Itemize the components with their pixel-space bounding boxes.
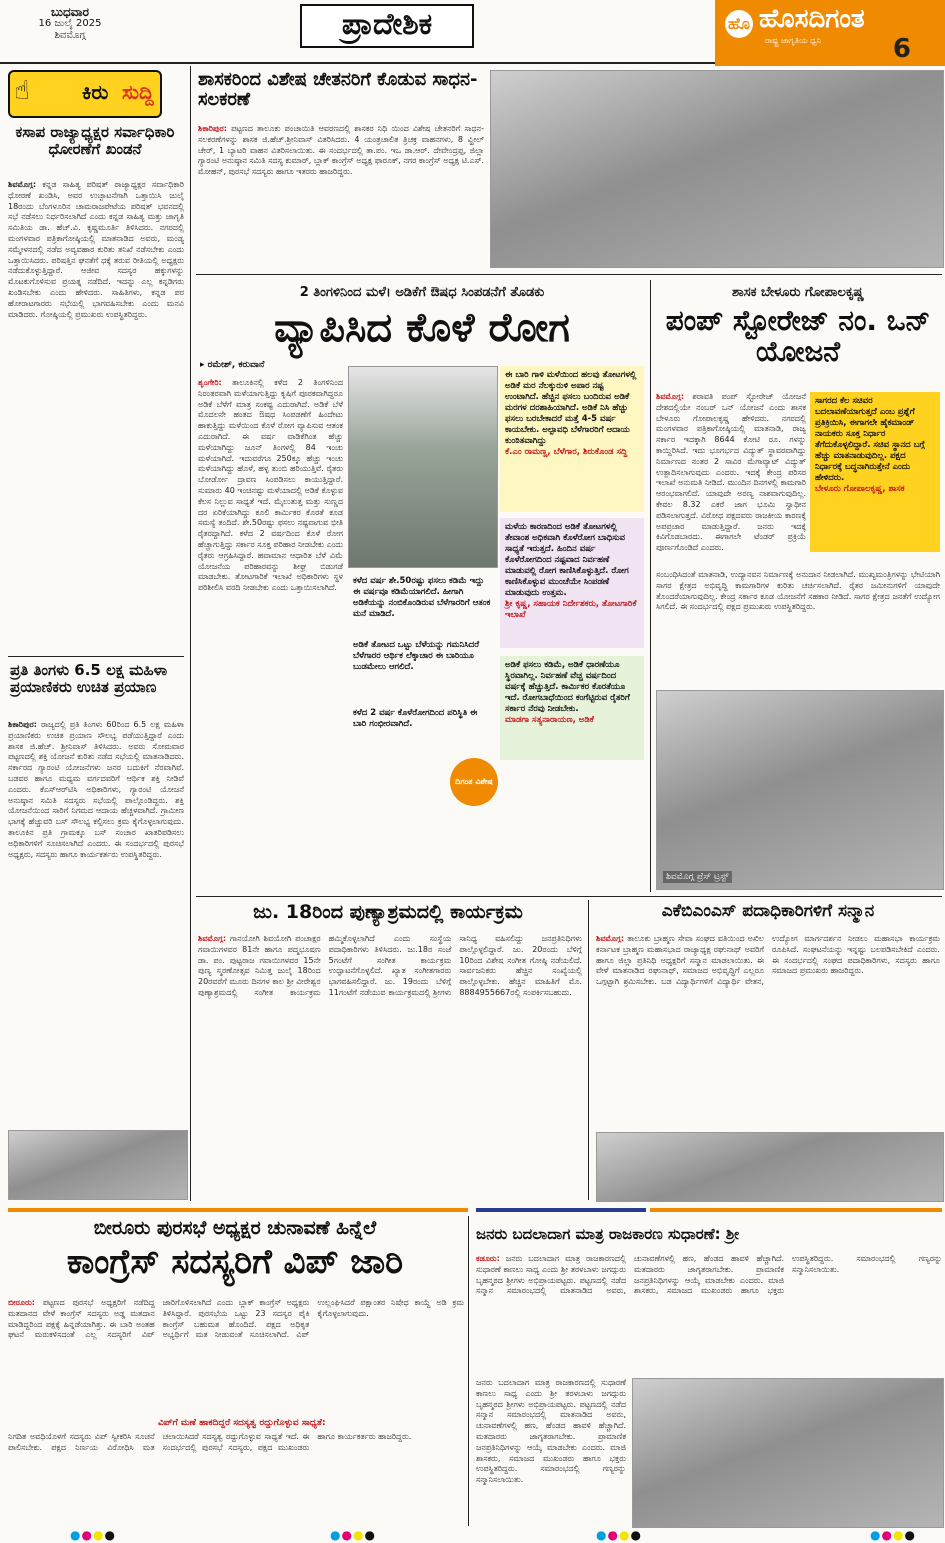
pump-text: ಶರಾವತಿ ಪಂಪ್ ಸ್ಟೋರೇಜ್ ಯೋಜನೆ ದೇಶದಲ್ಲಿಯೇ ನಂಬರ್ ಒನ್ ಯೋಜನೆ ಎಂದು ಶಾಸಕ ಬೇಳೂರು ಗೋಪಾಲಕೃಷ್ಣ ಹೇಳಿದರು. ನಗರದಲ್ಲಿ ಮಂಗಳವಾರ ಪತ್ರಿಕಾಗೋಷ್ಠಿಯಲ್ಲಿ ಮಾತನಾಡಿ, ರಾಜ್ಯ ಸರ್ಕಾರ ಇದಕ್ಕಾಗಿ 8644 ಕೋಟಿ ರೂ. ಗಳನ್ನು ಕಾಯ್ದಿರಿಸಿದೆ. ಇದು ಭೂಗರ್ಭದ ವಿದ್ಯುತ್ ಸ್ಥಾವರವಾಗಿದ್ದು ನಿರ್ಮಾಣದ ನಂತರ 2 ಸಾವಿರ ಮೆಗಾವ್ಯಾಟ್ ವಿದ್ಯುತ್ ಉತ್ಪಾದಿಸಲಾಗುವುದು ಎಂದರು. ಇದಕ್ಕೆ ಕೇಂದ್ರ ಪರಿಸರ ಇಲಾಖೆ ಅನುಮತಿ ನೀಡಿದೆ. ಮುಂದಿನ ದಿನಗಳಲ್ಲಿ ಕಾಮಗಾರಿ ಆರಂಭವಾಗಲಿದೆ. ಯಾವುದೇ ಅರಣ್ಯ ನಾಶವಾಗುವುದಿಲ್ಲ. ಕೇವಲ 8.32 ಎಕರೆ ಜಾಗ ಭೂಮಿ ಸ್ವಾಧೀನ ಪಡಿಸಲಾಗುತ್ತದೆ. ವಿರೋಧ ಪಕ್ಷದವರು ರಾಜಕೀಯ ಕಾರಣಕ್ಕೆ ಅಪಪ್ರಚಾರ ಮಾಡುತ್ತಿದ್ದಾರೆ. ಜನರು ಇದಕ್ಕೆ ಕಿವಿಗೊಡಬಾರದು. ಈಗಾಗಲೇ ಟೆಂಡರ್ ಪ್ರಕ್ರಿಯೆ ಪೂರ್ಣಗೊಂಡಿದೆ ಎಂದರು. (656, 392, 806, 553)
pump-headline: ಪಂಪ್ ಸ್ಟೋರೇಜ್ ನಂ. ಒನ್ ಯೋಜನೆ (665, 304, 931, 368)
ashram-text: ಗಾನಯೋಗಿ ಶಿವಯೋಗಿ ಪಂಚಾಕ್ಷರ ಗವಾಯಿಗಳವರ 81ನೇ ಹಾಗೂ ಪದ್ಮಭೂಷಣ ಡಾ. ಪಂ. ಪುಟ್ಟರಾಜ ಗವಾಯಿಗಳವರ 15ನೇ ಪುಣ್ಯ ಸ್ಮರಣೋತ್ಸವ ನಿಮಿತ್ತ ಜುಲೈ 18ರಿಂದ 20ರವರೆಗೆ ಮೂರು ದಿನಗಳ ಕಾಲ ಶ್ರೀ ವೀರೇಶ್ವರ ಪುಣ್ಯಾಶ್ರಮದಲ್ಲಿ ಸಂಗೀತ ಕಾರ್ಯಕ್ರಮ ಹಮ್ಮಿಕೊಳ್ಳಲಾಗಿದೆ ಎಂದು ಸಂಸ್ಥೆಯ ಪದಾಧಿಕಾರಿಗಳು ತಿಳಿಸಿದರು. ಜು.18ರ ಸಂಜೆ 5ಗಂಟೆಗೆ ಸಂಗೀತ ಕಾರ್ಯಕ್ರಮ ಉದ್ಘಾಟನೆಗೊಳ್ಳಲಿದೆ. ಖ್ಯಾತ ಸಂಗೀತಗಾರರು ಭಾಗವಹಿಸಲಿದ್ದಾರೆ. ಜು. 19ರಂದು ಬೆಳಿಗ್ಗೆ 11ಗಂಟೆಗೆ ನಡೆಯುವ ಕಾರ್ಯಕ್ರಮದಲ್ಲಿ ಶ್ರೀಗಳು ಸಾನಿಧ್ಯ ವಹಿಸಲಿದ್ದು ಜನಪ್ರತಿನಿಧಿಗಳು ಪಾಲ್ಗೊಳ್ಳಲಿದ್ದಾರೆ. ಜು. 20ರಂದು ಬೆಳಿಗ್ಗೆ 10ರಿಂದ ವಿಶೇಷ ಸಂಗೀತ ಗೋಷ್ಠಿ ನಡೆಯಲಿದೆ. ಸಾರ್ವಜನಿಕರು ಹೆಚ್ಚಿನ ಸಂಖ್ಯೆಯಲ್ಲಿ ಪಾಲ್ಗೊಳ್ಳಬೇಕು. ಹೆಚ್ಚಿನ ಮಾಹಿತಿಗೆ ಮೊ. 8884955667ರಲ್ಲಿ ಸಂಪರ್ಕಿಸಬಹುದು. (198, 934, 582, 997)
ashram-vrule (588, 900, 589, 1200)
disease-callout-1-signature: ಕೆ.ಎಂ ರಾಮಣ್ಣ, ಬೆಳೆಗಾರ, ಶಿರುಕೊಂಡ ಸದ್ದಿ (505, 447, 628, 457)
akbms-headline: ಎಕೆಬಿಎಂಎಸ್ ಪದಾಧಿಕಾರಿಗಳಿಗೆ ಸನ್ಮಾನ (661, 901, 875, 921)
pump-box-text: ಸಾಗರದ ಕೆಲ ಸಚಿವರ ಬದಲಾವಣೆಯಾಗುತ್ತದೆ ಎಂಬ ಪ್ರಶ್ನೆಗೆ ಪ್ರತಿಕ್ರಿಯಿಸಿ, ಈಗಾಗಲೇ ಹೈಕಮಾಂಡ್ ನಾಯಕರು ಸೂಕ್ತ ನಿರ್ಧಾರ ತೆಗೆದುಕೊಳ್ಳಲಿದ್ದಾರೆ. ಸಚಿವ ಸ್ಥಾನದ ಬಗ್ಗೆ ಹೆಚ್ಚು ಮಾತನಾಡುವುದಿಲ್ಲ. ಪಕ್ಷದ ನಿರ್ಧಾರಕ್ಕೆ ಬದ್ಧನಾಗಿರುತ್ತೇನೆ ಎಂದು ಹೇಳಿದರು. (815, 396, 925, 483)
top-story-divider (196, 274, 942, 275)
col1-story2-headline: ಪ್ರತಿ ತಿಂಗಳು 6.5 ಲಕ್ಷ ಮಹಿಳಾ ಪ್ರಯಾಣಿಕರು ಉಚಿತ ಪ್ರಯಾಣ (10, 661, 168, 696)
disease-dateline: ಶೃಂಗೇರಿ: (198, 378, 222, 387)
pump-body-2: ಸಂಬಂಧಿಸಿದಂತೆ ಮಾತನಾಡಿ, ಉದ್ಯಾನವನ ನಿರ್ಮಾಣಕ್ಕೆ ಅನುದಾನ ನೀಡಲಾಗಿದೆ. ಮುಖ್ಯಮಂತ್ರಿಗಳನ್ನು ಭೇಟಿಯಾಗಿ ಸಾಗರ ಕ್ಷೇತ್ರದ ಅಭಿವೃದ್ಧಿ ಕಾಮಗಾರಿಗಳ ಕುರಿತು ಚರ್ಚಿಸಲಾಗಿದೆ. ರೈತರ ಜಮೀನುಗಳಿಗೆ ಯಾವುದೇ ತೊಂದರೆಯಾಗುವುದಿಲ್ಲ. ಕೇಂದ್ರ ಸರ್ಕಾರ ಕೂಡ ಯೋಜನೆಗೆ ಸಹಕಾರ ನೀಡಿದೆ. ಸಾಗರ ಕ್ಷೇತ್ರದ ಜನತೆಗೆ ಉದ್ಯೋಗ ಸಿಗಲಿದೆ. ಈ ಸಂದರ್ಭದಲ್ಲಿ ಪಕ್ಷದ ಪ್ರಮುಖರು ಉಪಸ್ಥಿತರಿದ್ದರು. (656, 570, 940, 612)
col1-divider (8, 656, 184, 657)
whip-kicker: ಬೀರೂರು ಪುರಸಭೆ ಅಧ್ಯಕ್ಷರ ಚುನಾವಣೆ ಹಿನ್ನೆಲೆ (93, 1217, 377, 1239)
brand-tagline: ರಾಷ್ಟ್ರ ಜಾಗೃತಿಯ ಧ್ವನಿ (765, 36, 822, 45)
disease-photo (348, 366, 498, 568)
brand-name: ಹೊಸದಿಗಂತ (759, 4, 865, 34)
pump-box (810, 392, 940, 552)
whip-subhead: ವಿಪ್‌ಗೆ ಮಣೆ ಹಾಕದಿದ್ದರೆ ಸದಸ್ಯತ್ವ ರದ್ದುಗೊಳ್ಳುವ ಸಾಧ್ಯತೆ: (158, 1418, 326, 1428)
section-title: ಪ್ರಾದೇಶಿಕ (300, 4, 474, 48)
masthead-date: 16 ಜುಲೈ 2025 (38, 18, 102, 29)
registration-dots-1: ●●●● (70, 1528, 116, 1542)
whip-text: ಪಟ್ಟಣದ ಪುರಸಭೆ ಅಧ್ಯಕ್ಷರಿಗೆ ನಡೆದಿದ್ದ ಮತದಾನದ ವೇಳೆ ಕಾಂಗ್ರೆಸ್ ಸದಸ್ಯರು ಅಡ್ಡ ಮತದಾನ ಮಾಡಿದ್ದರಿಂದ ಪಕ್ಷಕ್ಕೆ ಹಿನ್ನಡೆಯಾಗಿತ್ತು. ಈ ಬಾರಿ ಅಂತಹ ಘಟನೆ ಮರುಕಳಿಸದಂತೆ ಎಲ್ಲ ಸದಸ್ಯರಿಗೆ ವಿಪ್ ಜಾರಿಗೊಳಿಸಲಾಗಿದೆ ಎಂದು ಬ್ಲಾಕ್ ಕಾಂಗ್ರೆಸ್ ಅಧ್ಯಕ್ಷರು ತಿಳಿಸಿದ್ದಾರೆ. ಪುರಸಭೆಯ ಒಟ್ಟು 23 ಸದಸ್ಯರ ಪೈಕಿ ಕಾಂಗ್ರೆಸ್ ಬಹುಮತ ಹೊಂದಿದೆ. ಪಕ್ಷದ ಅಧಿಕೃತ ಅಭ್ಯರ್ಥಿಗೆ ಮತ ನೀಡುವಂತೆ ಸೂಚಿಸಲಾಗಿದೆ. ವಿಪ್ ಉಲ್ಲಂಘಿಸಿದರೆ ಪಕ್ಷಾಂತರ ನಿಷೇಧ ಕಾಯ್ದೆ ಅಡಿ ಕ್ರಮ ಕೈಗೊಳ್ಳಲಾಗುವುದು. (8, 1298, 464, 1340)
whip-body (8, 1298, 464, 1413)
pump-body (656, 392, 806, 567)
col1-vrule (190, 66, 191, 1201)
ashram-body (198, 934, 582, 1199)
change-body (476, 1254, 942, 1374)
bottom-vrule (468, 1216, 469, 1526)
col1-story1-headline: ಕಸಾಪ ರಾಜ್ಯಾಧ್ಯಕ್ಷರ ಸರ್ವಾಧಿಕಾರಿ ಧೋರಣೆಗೆ ಖಂಡನೆ (15, 123, 175, 158)
disease-byline-text: ರಮೇಶ್, ಕರುವಾನೆ (207, 360, 265, 370)
col1-story3-text: ಕೆಎಸ್ಆರ್‌ಟಿಸಿ ಅಧಿಕಾರಿಗಳು, ಗ್ಯಾರಂಟಿ ಯೋಜನೆ ಅನುಷ್ಠಾನ ಸಮಿತಿ ಸದಸ್ಯರು ಸಭೆಯಲ್ಲಿ ಪಾಲ್ಗೊಂಡಿದ್ದರು. ಶಕ್ತಿ ಯೋಜನೆಯಿಂದ ಸಾರಿಗೆ ನಿಗಮದ ಆದಾಯ ಹೆಚ್ಚಳವಾಗಿದೆ. ಗ್ರಾಮೀಣ ಭಾಗಕ್ಕೆ ಹೆಚ್ಚುವರಿ ಬಸ್ ಸೌಲಭ್ಯ ಕಲ್ಪಿಸಲು ಕ್ರಮ ಕೈಗೊಳ್ಳಲಾಗುವುದು. ತಾಲೂಕಿನ ಪ್ರತಿ ಗ್ರಾಮಕ್ಕೂ ಬಸ್ ಸಂಚಾರ ಖಾತರಿಪಡಿಸಲು ಅಧಿಕಾರಿಗಳಿಗೆ ಸೂಚಿಸಲಾಗಿದೆ ಎಂದರು. ಈ ಸಂದರ್ಭದಲ್ಲಿ ಪುರಸಭೆ ಅಧ್ಯಕ್ಷರು, ಸದಸ್ಯರು ಹಾಗೂ ಕಾರ್ಯಕರ್ತರು ಉಪಸ್ಥಿತರಿದ್ದರು. (8, 784, 184, 859)
disease-bullet-3: ಕಳೆದ 2 ವರ್ಷ ಕೊಳೆರೋಗದಿಂದ ಪರಿಸ್ಥಿತಿ ಈ ಬಾರಿ ಗಂಭೀರವಾಗಿದೆ. (353, 708, 478, 729)
top-story-dateline: ಶಿಕಾರಿಪುರ: (198, 124, 227, 133)
disease-callout-2-signature: ಶ್ರೀ ಕೃಷ್ಣ, ಸಹಾಯಕ ನಿರ್ದೇಶಕರು, ತೋಟಗಾರಿಕೆ ಇಲಾಖೆ (505, 599, 637, 620)
ashram-dateline: ಶಿವಮೊಗ್ಗ: (198, 934, 227, 943)
disease-byline: ▸ ರಮೇಶ್, ಕರುವಾನೆ (200, 360, 265, 370)
disease-callout-3-text: ಅಡಿಕೆ ಫಸಲು ಕಡಿಮೆ, ಅಡಿಕೆ ಧಾರಣೆಯೂ ಸ್ಥಿರವಾಗಿಲ್ಲ. ನಿರ್ವಹಣೆ ವೆಚ್ಚ ವರ್ಷದಿಂದ ವರ್ಷಕ್ಕೆ ಹೆಚ್ಚುತ್ತಿದೆ. ಕಾರ್ಮಿಕರ ಕೊರತೆಯೂ ಇದೆ. ರೋಗಬಾಧೆಯಿಂದ ಕಂಗೆಟ್ಟಿರುವ ರೈತರಿಗೆ ಸರ್ಕಾರ ನೆರವು ನೀಡಬೇಕು. (505, 660, 630, 714)
pump-box-signature: ಬೇಳೂರು ಗೋಪಾಲಕೃಷ್ಣ, ಶಾಸಕ (815, 484, 905, 494)
registration-dots-2: ●●●● (330, 1528, 376, 1542)
ashram-headline: ಜು. 18ರಿಂದ ಪುಣ್ಯಾಶ್ರಮದಲ್ಲಿ ಕಾರ್ಯಕ್ರಮ (253, 901, 523, 923)
masthead-day: ಬುಧವಾರ (51, 5, 89, 19)
brand-logo-icon: ಹೊ (725, 10, 753, 38)
disease-kicker: 2 ತಿಂಗಳಿನಿಂದ ಮಳೆ। ಅಡಿಕೆಗೆ ಔಷಧ ಸಿಂಪಡನೆಗೆ ತೊಡಕು (299, 285, 545, 300)
whip-body-2: ನಿಗದಿತ ಅವಧಿಯೊಳಗೆ ಸದಸ್ಯರು ವಿಪ್ ಸ್ವೀಕರಿಸಿ ಸೂಚನೆ ಪಾಲಿಸಬೇಕು. ಪಕ್ಷದ ನಿರ್ಣಯ ವಿರೋಧಿಸಿ ಮತ ಚಲಾಯಿಸಿದರೆ ಸದಸ್ಯತ್ವ ರದ್ದುಗೊಳ್ಳುವ ಸಾಧ್ಯತೆ ಇದೆ. ಈ ಸಂದರ್ಭದಲ್ಲಿ ಪುರಸಭೆ ಸದಸ್ಯರು, ಪಕ್ಷದ ಮುಖಂಡರು ಹಾಗೂ ಕಾರ್ಯಕರ್ತರು ಹಾಜರಿದ್ದರು. (8, 1432, 412, 1452)
pump-kicker: ಶಾಸಕ ಬೇಳೂರು ಗೋಪಾಲಕೃಷ್ಣ (731, 285, 864, 300)
registration-dots-4: ●●●● (870, 1528, 916, 1542)
col1-story2-text: ರಾಜ್ಯದಲ್ಲಿ ಪ್ರತಿ ತಿಂಗಳು 60ರಿಂದ 6.5 ಲಕ್ಷ ಮಹಿಳಾ ಪ್ರಯಾಣಿಕರು ಉಚಿತ ಪ್ರಯಾಣ ಸೌಲಭ್ಯ ಪಡೆಯುತ್ತಿದ್ದಾರೆ ಎಂದು ಶಾಸಕ ಜಿ.ಹೆಚ್. ಶ್ರೀನಿವಾಸ್ ತಿಳಿಸಿದರು. ಅವರು ಸೋಮವಾರ ಪಟ್ಟಣದಲ್ಲಿ ಶಕ್ತಿ ಯೋಜನೆ ಕುರಿತು ನಡೆದ ಸಭೆಯಲ್ಲಿ ಮಾತನಾಡಿದರು. ಸರ್ಕಾರದ ಗ್ಯಾರಂಟಿ ಯೋಜನೆಗಳು ಜನರ ಬದುಕಿಗೆ ನೆರವಾಗಿವೆ. ಬಡವರ ಹಾಗೂ ಮಧ್ಯಮ ವರ್ಗದವರಿಗೆ ಆರ್ಥಿಕ ಶಕ್ತಿ ನೀಡಿವೆ ಎಂದರು. (8, 720, 184, 794)
kirusuddi-label-b: ಸುದ್ದಿ (122, 80, 154, 104)
disease-callout-2-text: ಮಳೆಯ ಕಾರಣದಿಂದ ಅಡಿಕೆ ತೋಟಗಳಲ್ಲಿ ತೇವಾಂಶ ಅಧಿಕವಾಗಿ ಕೊಳೆರೋಗ ಬಾಧಿಸುವ ಸಾಧ್ಯತೆ ಇರುತ್ತದೆ. ಹಿಂದಿನ ವರ್ಷ ಕೊಳೆರೋಗದಿಂದ ನಷ್ಟವಾದ ನಿರ್ವಹಣೆ ಮಾಡುವಲ್ಲಿ ರೋಗ ಕಾಣಿಸಿಕೊಳ್ಳುತ್ತಿದೆ. ರೋಗ ಕಾಣಿಸಿಕೊಳ್ಳುವ ಮುಂಚೆಯೇ ಸಿಂಪಡಣೆ ಮಾಡುವುದು ಉತ್ತಮ. (505, 522, 629, 598)
masthead-city: ಶಿವಮೊಗ್ಗ (54, 30, 86, 41)
change-headline: ಜನರು ಬದಲಾದಾಗ ಮಾತ್ರ ರಾಜಕಾರಣ ಸುಧಾರಣೆ: ಶ್ರೀ (476, 1225, 740, 1243)
disease-callout-3-signature: ಮಾಡಗಾ ಸತ್ಯನಾರಾಯಣ, ಅಡಿಕೆ (505, 715, 594, 725)
akbms-text: ತಾಲೂಕು ಬ್ರಾಹ್ಮಣ ಸೇವಾ ಸಂಘದ ವತಿಯಿಂದ ಅಖಿಲ ಕರ್ನಾಟಕ ಬ್ರಾಹ್ಮಣ ಮಹಾಸಭಾದ ರಾಜ್ಯಾಧ್ಯಕ್ಷ ರಘುನಾಥ್ ಅವರಿಗೆ ಹಾಗೂ ಜಿಲ್ಲಾ ಪ್ರತಿನಿಧಿ ಅಧ್ಯಕ್ಷರಿಗೆ ಸನ್ಮಾನ ಮಾಡಲಾಯಿತು. ಈ ವೇಳೆ ಮಾತನಾಡಿದ ರಘುನಾಥ್, ಸಮಾಜದ ಅಭಿವೃದ್ಧಿಗೆ ಎಲ್ಲರೂ ಒಗ್ಗಟ್ಟಾಗಿ ಶ್ರಮಿಸಬೇಕು. ಬಡ ವಿದ್ಯಾರ್ಥಿಗಳಿಗೆ ವಿದ್ಯಾರ್ಥಿ ವೇತನ, ಉದ್ಯೋಗ ಮಾರ್ಗದರ್ಶನ ನೀಡಲು ಮಹಾಸಭಾ ಕಾರ್ಯಕ್ರಮ ರೂಪಿಸಿದೆ. ಸಂಘಟನೆಯನ್ನು ಇನ್ನಷ್ಟು ಬಲಪಡಿಸಬೇಕಿದೆ ಎಂದರು. ಈ ಸಂದರ್ಭದಲ್ಲಿ ಸಂಘದ ಪದಾಧಿಕಾರಿಗಳು, ಸದಸ್ಯರು ಹಾಗೂ ಸಮಾಜದ ಪ್ರಮುಖರು ಹಾಜರಿದ್ದರು. (596, 934, 940, 987)
hand-icon: ☝ (14, 76, 30, 106)
row2-divider (196, 896, 942, 897)
registration-dots-3: ●●●● (596, 1528, 642, 1542)
change-text: ಜನರು ಬದಲಾದಾಗ ಮಾತ್ರ ರಾಜಕಾರಣದಲ್ಲಿ ಸುಧಾರಣೆ ಕಾಣಲು ಸಾಧ್ಯ ಎಂದು ಶ್ರೀ ತರಳಬಾಳು ಜಗದ್ಗುರು ಬೃಹನ್ಮಠದ ಶ್ರೀಗಳು ಅಭಿಪ್ರಾಯಪಟ್ಟರು. ಪಟ್ಟಣದಲ್ಲಿ ನಡೆದ ಸನ್ಮಾನ ಸಮಾರಂಭದಲ್ಲಿ ಮಾತನಾಡಿದ ಅವರು, ಚುನಾವಣೆಗಳಲ್ಲಿ ಹಣ, ಹೆಂಡದ ಹಾವಳಿ ಹೆಚ್ಚಾಗಿದೆ. ಮತದಾರರು ಜಾಗೃತರಾಗಬೇಕು. ಪ್ರಾಮಾಣಿಕ ಜನಪ್ರತಿನಿಧಿಗಳನ್ನು ಆಯ್ಕೆ ಮಾಡಬೇಕು ಎಂದರು. ಮಾಜಿ ಶಾಸಕರು, ಸಮಾಜದ ಮುಖಂಡರು ಹಾಗೂ ಭಕ್ತರು ಉಪಸ್ಥಿತರಿದ್ದರು. ಸಮಾರಂಭದಲ್ಲಿ ಗಣ್ಯರನ್ನು ಸನ್ಮಾನಿಸಲಾಯಿತು. (476, 1254, 942, 1296)
disease-body (198, 378, 343, 888)
mid-vrule (650, 280, 651, 892)
pump-photo (656, 690, 944, 890)
disease-callout-1-text: ಈ ಬಾರಿ ಗಾಳಿ ಮಳೆಯಿಂದ ಹಲವು ತೋಟಗಳಲ್ಲಿ ಅಡಿಕೆ ಮರ ನೆಲಕ್ಕುರುಳಿ ಅಪಾರ ನಷ್ಟ ಉಂಟಾಗಿದೆ. ಹೆಚ್ಚಿನ ಫಸಲು ಬಂದಿರುವ ಅಡಿಕೆ ಮರಗಳ ದರಶಾಹಿಯಾಗಿದೆ. ಅಡಿಕೆ ನಿಸಿ ಹೆಚ್ಚು ಫಸಲು ಬರಬೇಕಾದರೆ ಮತ್ತೆ 4-5 ವರ್ಷ ಕಾಯಬೇಕು. ಅಲ್ಪಾವಧಿ ಬೆಳೆಗಾರರಿಗೆ ಆದಾಯ ಕುಂಠಿತವಾಗಿದ್ದು (505, 370, 637, 446)
disease-callout-1 (500, 366, 644, 512)
pump-dateline: ಶಿವಮೊಗ್ಗ: (656, 392, 685, 401)
change-body-2: ಜನರು ಬದಲಾದಾಗ ಮಾತ್ರ ರಾಜಕಾರಣದಲ್ಲಿ ಸುಧಾರಣೆ ಕಾಣಲು ಸಾಧ್ಯ ಎಂದು ಶ್ರೀ ತರಳಬಾಳು ಜಗದ್ಗುರು ಬೃಹನ್ಮಠದ ಶ್ರೀಗಳು ಅಭಿಪ್ರಾಯಪಟ್ಟರು. ಪಟ್ಟಣದಲ್ಲಿ ನಡೆದ ಸನ್ಮಾನ ಸಮಾರಂಭದಲ್ಲಿ ಮಾತನಾಡಿದ ಅವರು, ಚುನಾವಣೆಗಳಲ್ಲಿ ಹಣ, ಹೆಂಡದ ಹಾವಳಿ ಹೆಚ್ಚಾಗಿದೆ. ಮತದಾರರು ಜಾಗೃತರಾಗಬೇಕು. ಪ್ರಾಮಾಣಿಕ ಜನಪ್ರತಿನಿಧಿಗಳನ್ನು ಆಯ್ಕೆ ಮಾಡಬೇಕು ಎಂದರು. ಮಾಜಿ ಶಾಸಕರು, ಸಮಾಜದ ಮುಖಂಡರು ಹಾಗೂ ಭಕ್ತರು ಉಪಸ್ಥಿತರಿದ್ದರು. ಸಮಾರಂಭದಲ್ಲಿ ಗಣ್ಯರನ್ನು ಸನ್ಮಾನಿಸಲಾಯಿತು. (476, 1378, 626, 1485)
top-story-photo (490, 70, 944, 268)
disease-callout-3 (500, 656, 644, 760)
masthead-rule (0, 62, 715, 64)
col1-story2-dateline: ಶಿಕಾರಿಪುರ: (8, 720, 37, 729)
whip-headline: ಕಾಂಗ್ರೆಸ್ ಸದಸ್ಯರಿಗೆ ವಿಪ್ ಜಾರಿ (66, 1242, 404, 1282)
kirusuddi-label-a: ಕಿರು (82, 80, 109, 104)
change-photo (632, 1378, 944, 1528)
change-dateline: ಕಡೂರು: (476, 1254, 500, 1263)
akbms-photo (596, 1132, 944, 1202)
top-story-text: ಪಟ್ಟಣದ ತಾಲೂಕು ಪಂಚಾಯಿತಿ ಆವರಣದಲ್ಲಿ ಶಾಸಕರ ನಿಧಿ ಯಿಂದ ವಿಶೇಷ ಚೇತನರಿಗೆ ಸಾಧನ-ಸಲಕರಣೆಗಳನ್ನು ಶಾಸಕ ಜಿ.ಹೆಚ್.ಶ್ರೀನಿವಾಸ್ ವಿತರಿಸಿದರು. 4 ಯಂತ್ರಚಾಲಿತ ತ್ರಿಚಕ್ರ ವಾಹನಗಳು, 8 ವ್ಹೀಲ್ ಚೇರ್, 1 ಬ್ಯಾಟರಿ ವಾಹನ ವಿತರಿಸಲಾಯಿತು. ಈ ಸಂದರ್ಭದಲ್ಲಿ ತಾ.ಪಂ. ಇಒ ಡಾ.ಆರ್. ದೇವೇಂದ್ರಪ್ಪ, ಜಿಲ್ಲಾ ಗ್ಯಾರಂಟಿ ಅನುಷ್ಠಾನ ಸಮಿತಿ ಸದಸ್ಯ ಕುಮಾರ್, ಬ್ಲಾಕ್ ಕಾಂಗ್ರೆಸ್ ಅಧ್ಯಕ್ಷ ಫಾರೂಕ್, ನಗರ ಕಾಂಗ್ರೆಸ್ ಅಧ್ಯಕ್ಷ ಟಿ.ಎಸ್. ಮೋಹನ್, ಪುರಸಭೆ ಸದಸ್ಯರು ಹಾಗೂ ಇತರರು ಹಾಜರಿದ್ದರು. (198, 124, 484, 177)
disease-text: ತಾಲೂಕಿನಲ್ಲಿ ಕಳೆದ 2 ತಿಂಗಳಿನಿಂದ ನಿರಂತರವಾಗಿ ಮಳೆಯಾಗುತ್ತಿದ್ದು ಕೃಷಿಗೆ ಪೂರಕವಾಗಿದ್ದರೂ ಅಡಿಕೆ ಬೆಳೆಗೆ ಮಾತ್ರ ಸಂಕಷ್ಟ ಎದುರಾಗಿದೆ. ಅಡಿಕೆ ಬೆಳೆ ಮೊದಲನೇ ಹಂತದ ಔಷಧ ಸಿಂಪಡಣೆಗೆ ಹಿಂದೇಟು ಹಾಕುತ್ತಿದ್ದು ಮಳೆಯಿಂದ ಕೊಳೆ ರೋಗ ವ್ಯಾಪಿಸುವ ಆತಂಕ ಎದುರಾಗಿದೆ. ಈ ವರ್ಷ ವಾಡಿಕೆಗಿಂತ ಹೆಚ್ಚು ಮಳೆಯಾಗಿದ್ದು ಜೂನ್ ತಿಂಗಳಲ್ಲಿ 84 ಇಂಚು ಮಳೆಯಾಗಿದೆ. ಇದುವರೆಗೂ 250ಕ್ಕೂ ಹೆಚ್ಚು ಇಂಚು ಮಳೆಯಾಗಿದ್ದು ಹೊಳೆ, ಹಳ್ಳ ತುಂಬಿ ಹರಿಯುತ್ತಿವೆ. ರೈತರು ಬೋರ್ಡೋ ದ್ರಾವಣ ಸಿಂಪಡಿಸಲು ಕಾಯುತ್ತಿದ್ದಾರೆ. ಸುಮಾರು 40 ಇಂಚಿನಷ್ಟು ಮಳೆಯಾದಲ್ಲಿ ಅಡಿಕೆ ಕೊಳ್ಳುವ ಕೆಲಸ ನಿಲ್ಲುವ ಸಾಧ್ಯತೆ ಇದೆ. ಮೈಲುತುತ್ತ ಮತ್ತು ಸುಣ್ಣದ ದರ ಏರಿಕೆಯಾಗಿದ್ದು ಕೂಲಿ ಕಾರ್ಮಿಕರ ಕೊರತೆ ಕೂಡ ಸಮಸ್ಯೆ ತಂದಿದೆ. ಶೇ.50ರಷ್ಟು ಫಸಲು ನಷ್ಟವಾಗುವ ಭೀತಿ ರೈತರದ್ದಾಗಿದೆ. ಕಳೆದ 2 ವರ್ಷದಿಂದ ಕೊಳೆ ರೋಗ ಹೆಚ್ಚಾಗುತ್ತಿದ್ದು ಸರ್ಕಾರ ಸೂಕ್ತ ಪರಿಹಾರ ನೀಡಬೇಕು ಎಂದು ರೈತರು ಆಗ್ರಹಿಸಿದ್ದಾರೆ. ಹವಾಮಾನ ಆಧಾರಿತ ಬೆಳೆ ವಿಮೆ ಯೋಜನೆಯ ಪರಿಹಾರವನ್ನು ಶೀಘ್ರ ಬಿಡುಗಡೆ ಮಾಡಬೇಕು. ತೋಟಗಾರಿಕೆ ಇಲಾಖೆ ಅಧಿಕಾರಿಗಳು ಸ್ಥಳ ಪರಿಶೀಲಿಸಿ ವರದಿ ನೀಡಬೇಕು ಎಂದು ಒತ್ತಾಯಿಸಲಾಗಿದೆ. (198, 378, 343, 593)
col1-story1-body (8, 180, 184, 650)
disease-bullet-1: ಕಳೆದ ವರ್ಷ ಶೇ.50ರಷ್ಟು ಫಸಲು ಕಡಿಮೆ ಇದ್ದು ಈ ವರ್ಷವೂ ಕಡಿಮೆಯಾಗಲಿದೆ. ಹೀಗಾಗಿ ಅಡಿಕೆಯನ್ನು ನಂಬಿಕೊಂಡಿರುವ ಬೆಳೆಗಾರರಿಗೆ ಆತಂಕ ಮನೆ ಮಾಡಿದೆ. (353, 576, 491, 619)
col1-photo (8, 1130, 188, 1200)
bottom-rule-left (8, 1208, 468, 1212)
col1-story2-body (8, 720, 184, 1125)
bottom-rule-mid (476, 1208, 646, 1212)
col1-story1-dateline: ಶಿವಮೊಗ್ಗ: (8, 180, 37, 189)
pump-photo-caption: ಶಿವಮೊಗ್ಗ ಪ್ರೆಸ್ ಟ್ರಸ್ಟ್ (663, 871, 732, 883)
page-number: 6 (892, 34, 911, 64)
disease-bullet-2: ಅಡಿಕೆ ತೋಟದ ಒಟ್ಟು ಬೆಳೆಯನ್ನು ಗಮನಿಸಿದರೆ ಬೆಳೆಗಾರರ ಆರ್ಥಿಕ ಲೆಕ್ಕಾಚಾರ ಈ ಬಾರಿಯೂ ಬುಡಮೇಲು ಆಗಲಿದೆ. (353, 640, 480, 672)
masthead-date-block (10, 6, 130, 42)
akbms-body (596, 934, 940, 1126)
digantha-vishesha-stamp: ದಿಗಂತ ವಿಶೇಷ (450, 758, 498, 806)
akbms-dateline: ಶಿವಮೊಗ್ಗ: (596, 934, 625, 943)
bottom-rule-right (650, 1208, 942, 1212)
col1-story1-text: ಕನ್ನಡ ಸಾಹಿತ್ಯ ಪರಿಷತ್ ರಾಜ್ಯಾಧ್ಯಕ್ಷರ ಸರ್ವಾಧಿಕಾರಿ ಧೋರಣೆ ಖಂಡಿಸಿ, ಅವರ ಉಚ್ಛಾಟನೆಗಾಗಿ ಒತ್ತಾಯಿಸಿ ಜುಲೈ 18ರಂದು ಬೆಂಗಳೂರಿನ ಚಾಮರಾಜಪೇಟೆಯ ಪರಿಷತ್ ಭವನದಲ್ಲಿ ಸಭೆ ನಡೆಸಲು ನಿರ್ಧರಿಸಲಾಗಿದೆ ಎಂದು ಕನ್ನಡ ಸಾಹಿತ್ಯ ಮತ್ತು ಜಾಗೃತಿ ಸಮಿತಿಯ ಡಾ. ಹೆಚ್.ವಿ. ಕೃಷ್ಣಮೂರ್ತಿ ತಿಳಿಸಿದರು. ನಗರದಲ್ಲಿ ಮಂಗಳವಾರ ಪತ್ರಿಕಾಗೋಷ್ಠಿಯಲ್ಲಿ ಮಾತನಾಡಿದ ಅವರು, ಮಂಡ್ಯ ಸಮ್ಮೇಳನದಲ್ಲಿ ನಡೆದ ಅವ್ಯವಹಾರ ಕುರಿತು ತನಿಖೆ ನಡೆಸಬೇಕು ಎಂದು ಒತ್ತಾಯಿಸಿದರು. ಪರಿಷತ್ತಿನ ಘನತೆಗೆ ಧಕ್ಕೆ ತರುವ ರೀತಿಯಲ್ಲಿ ಅಧ್ಯಕ್ಷರು ನಡೆದುಕೊಳ್ಳುತ್ತಿದ್ದಾರೆ. ಆಜೀವ ಸದಸ್ಯರ ಹಕ್ಕುಗಳನ್ನು ಮೊಟಕುಗೊಳಿಸುವ ಪ್ರಯತ್ನ ನಡೆದಿದೆ. ಇದನ್ನು ಎಲ್ಲ ಕನ್ನಡಿಗರು ಖಂಡಿಸಬೇಕು ಎಂದು ಹೇಳಿದರು. ಸಾಹಿತಿಗಳು, ಕನ್ನಡ ಪರ ಹೋರಾಟಗಾರರು ಸಭೆಯಲ್ಲಿ ಭಾಗವಹಿಸಬೇಕು ಎಂದು ಮನವಿ ಮಾಡಿದರು. ಗೋಷ್ಠಿಯಲ್ಲಿ ಪ್ರಮುಖರು ಉಪಸ್ಥಿತರಿದ್ದರು. (8, 180, 184, 319)
whip-dateline: ಬೀರೂರು: (8, 1298, 35, 1307)
top-story-headline: ಶಾಸಕರಿಂದ ವಿಶೇಷ ಚೇತನರಿಗೆ ಕೊಡುವ ಸಾಧನ-ಸಲಕರಣೆ (198, 69, 478, 110)
disease-headline: ವ್ಯಾಪಿಸಿದ ಕೊಳೆ ರೋಗ (274, 305, 570, 351)
top-story-body (198, 124, 484, 264)
disease-callout-2 (500, 518, 644, 648)
brand-banner (715, 0, 945, 66)
kirusuddi-badge (8, 70, 162, 118)
